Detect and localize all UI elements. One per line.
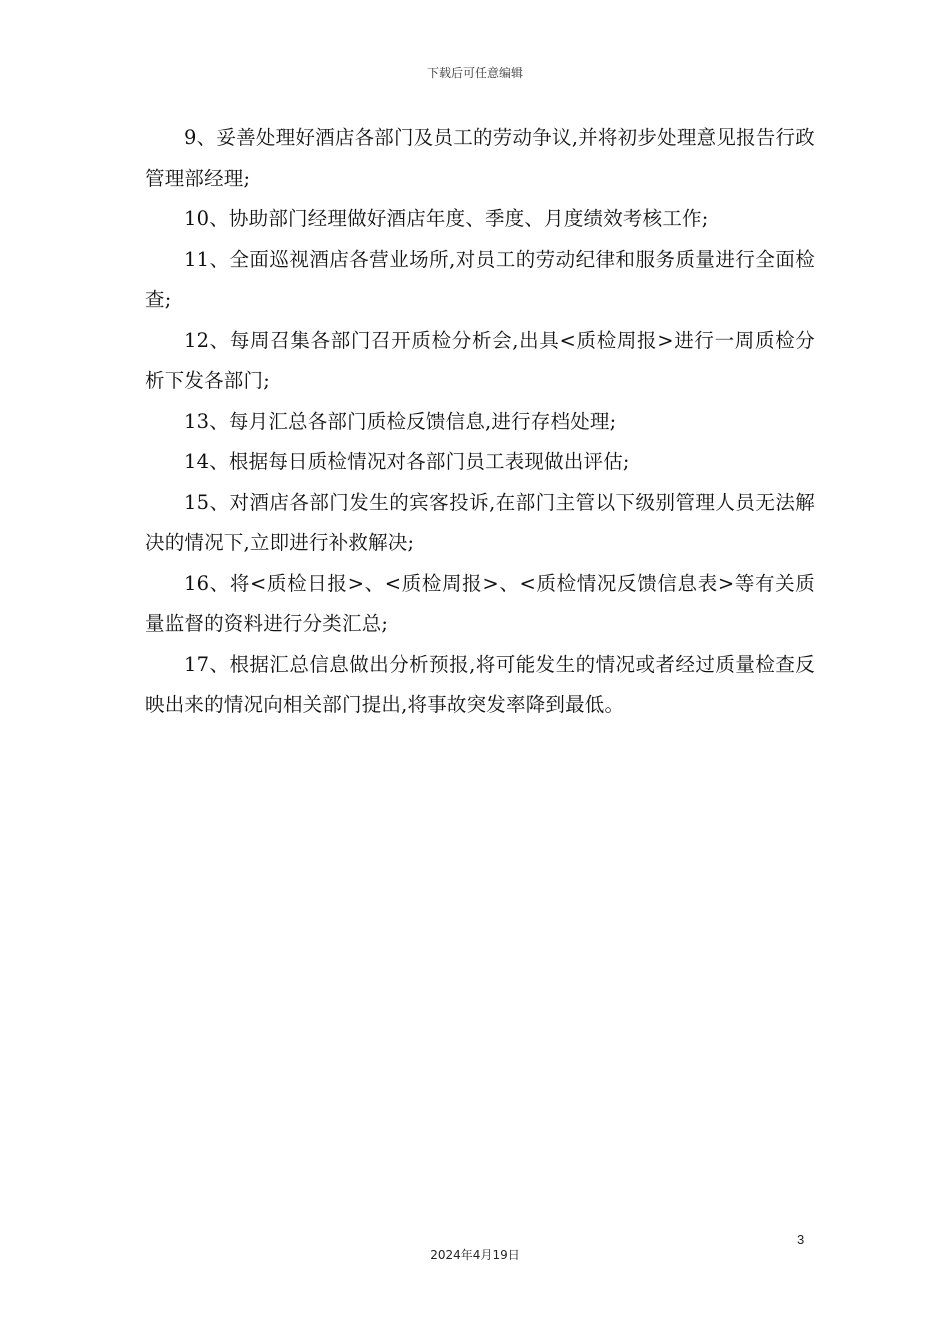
paragraph-item-16: 16、将<质检日报>、<质检周报>、<质检情况反馈信息表>等有关质量监督的资料进行分类汇总; [145, 571, 815, 635]
paragraph-item-12: 12、每周召集各部门召开质检分析会,出具<质检周报>进行一周质检分析下发各部门; [145, 328, 815, 392]
document-body [145, 118, 815, 726]
paragraph-item-10: 10、协助部门经理做好酒店年度、季度、月度绩效考核工作; [184, 207, 709, 230]
page-number: 3 [797, 1232, 805, 1247]
header-text: 下载后可任意编辑 [426, 66, 523, 80]
paragraph-item-15: 15、对酒店各部门发生的宾客投诉,在部门主管以下级别管理人员无法解决的情况下,立即进行补救解决; [145, 490, 815, 554]
paragraph-item-9: 9、妥善处理好酒店各部门及员工的劳动争议,并将初步处理意见报告行政管理部经理; [145, 126, 815, 190]
paragraph-item-11: 11、全面巡视酒店各营业场所,对员工的劳动纪律和服务质量进行全面检查; [145, 247, 815, 311]
paragraph-item-14: 14、根据每日质检情况对各部门员工表现做出评估; [184, 450, 630, 473]
paragraph-item-17: 17、根据汇总信息做出分析预报,将可能发生的情况或者经过质量检查反映出来的情况向相关部门提出,将事故突发率降到最低。 [145, 652, 815, 716]
page-footer [0, 1246, 950, 1263]
paragraph-item-13: 13、每月汇总各部门质检反馈信息,进行存档处理; [184, 409, 617, 433]
footer-date: 2024年4月19日 [430, 1248, 520, 1262]
page-header [0, 64, 950, 81]
